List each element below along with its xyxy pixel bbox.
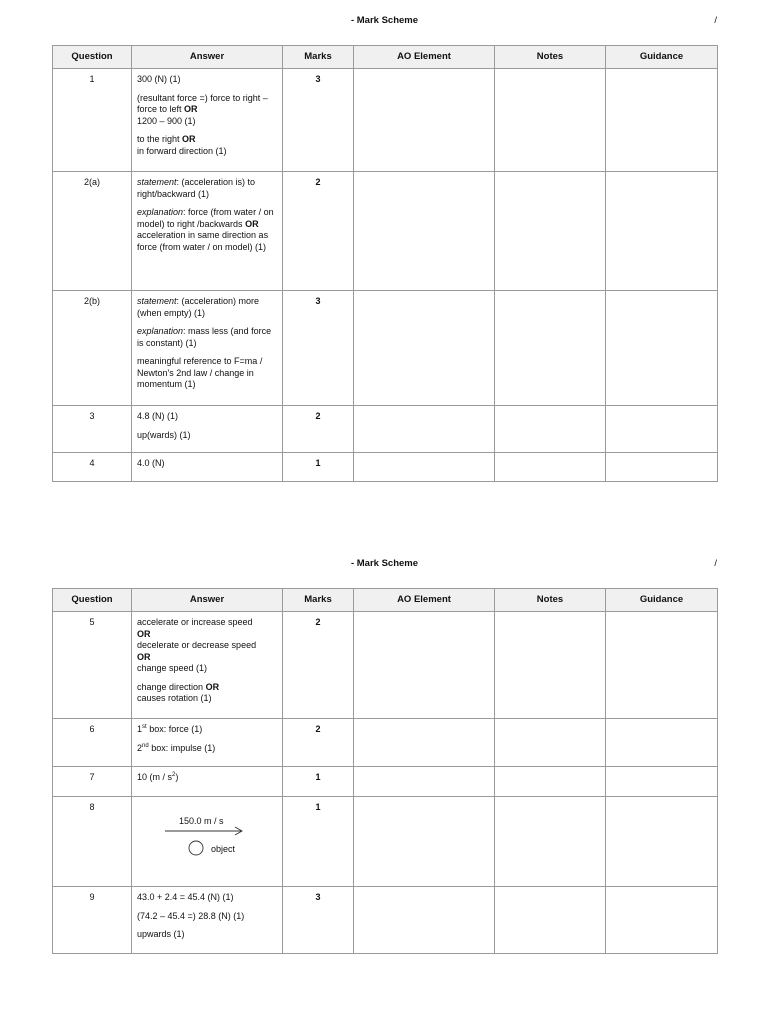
col-header-ao-element: AO Element bbox=[354, 589, 495, 612]
ao-element-cell bbox=[354, 797, 495, 887]
answer-text: 10 (m / s bbox=[137, 772, 173, 782]
notes-cell bbox=[495, 69, 606, 172]
guidance-cell bbox=[606, 612, 718, 719]
answer-line bbox=[137, 93, 277, 128]
page-header-1 bbox=[52, 15, 717, 29]
guidance-cell bbox=[606, 172, 718, 291]
ao-element-cell bbox=[354, 719, 495, 767]
answer-text: 1200 – 900 (1) bbox=[137, 115, 196, 126]
col-header-question: Question bbox=[53, 589, 132, 612]
mark-scheme-table-1 bbox=[52, 45, 718, 482]
answer-line bbox=[137, 177, 277, 200]
answer-line: 4.8 (N) (1) bbox=[137, 411, 179, 421]
marks-value: 1 bbox=[283, 453, 354, 482]
ordinal-suffix: st bbox=[142, 724, 147, 730]
table-row bbox=[53, 453, 718, 482]
answer-cell bbox=[132, 291, 283, 406]
question-number: 9 bbox=[53, 887, 132, 954]
ordinal-suffix: nd bbox=[142, 742, 149, 749]
answer-cell bbox=[132, 767, 283, 797]
notes-cell bbox=[495, 719, 606, 767]
answer-line: (74.2 – 45.4 =) 28.8 (N) (1) bbox=[137, 910, 245, 921]
ordinal-number: 2 bbox=[137, 742, 143, 753]
answer-cell bbox=[132, 69, 283, 172]
answer-cell bbox=[132, 797, 283, 887]
answer-text: change speed (1) bbox=[137, 663, 208, 673]
page-title: - Mark Scheme bbox=[350, 15, 419, 26]
answer-line bbox=[137, 617, 277, 675]
exponent: 2 bbox=[172, 772, 176, 778]
answer-cell bbox=[132, 406, 283, 453]
notes-cell bbox=[495, 887, 606, 954]
mark-scheme-table-2 bbox=[52, 588, 718, 954]
ao-element-cell bbox=[354, 612, 495, 719]
notes-cell bbox=[495, 612, 606, 719]
answer-text: in forward direction (1) bbox=[137, 145, 227, 156]
answer-line bbox=[137, 207, 277, 253]
page-header-2 bbox=[52, 558, 717, 572]
marks-value: 3 bbox=[283, 291, 354, 406]
answer-text: acceleration in same direction as force (from water / on model) (1) bbox=[137, 230, 269, 252]
notes-cell bbox=[495, 172, 606, 291]
col-header-guidance: Guidance bbox=[606, 589, 718, 612]
answer-label: statement bbox=[137, 177, 177, 187]
answer-line: 4.0 (N) bbox=[137, 458, 165, 468]
answer-text: change direction bbox=[137, 681, 204, 692]
answer-text: : (acceleration is) to right/backward (1) bbox=[137, 177, 256, 199]
answer-label: statement bbox=[137, 296, 177, 306]
guidance-cell bbox=[606, 767, 718, 797]
marks-value: 3 bbox=[283, 887, 354, 954]
ao-element-cell bbox=[354, 767, 495, 797]
answer-text: (resultant force =) force to right – force to left bbox=[137, 92, 268, 114]
marks-value: 2 bbox=[283, 172, 354, 291]
guidance-cell bbox=[606, 797, 718, 887]
question-number: 6 bbox=[53, 719, 132, 767]
col-header-marks: Marks bbox=[283, 589, 354, 612]
object-circle-icon bbox=[189, 841, 203, 855]
col-header-notes: Notes bbox=[495, 46, 606, 69]
marks-value: 2 bbox=[283, 719, 354, 767]
marks-value: 1 bbox=[283, 767, 354, 797]
or-keyword: OR bbox=[205, 681, 220, 692]
guidance-cell bbox=[606, 69, 718, 172]
guidance-cell bbox=[606, 453, 718, 482]
velocity-diagram bbox=[163, 810, 253, 860]
answer-text: box: impulse (1) bbox=[148, 742, 216, 753]
guidance-cell bbox=[606, 291, 718, 406]
answer-line: 43.0 + 2.4 = 45.4 (N) (1) bbox=[137, 892, 234, 902]
table-row bbox=[53, 69, 718, 172]
answer-line bbox=[137, 743, 277, 755]
answer-cell bbox=[132, 719, 283, 767]
notes-cell bbox=[495, 767, 606, 797]
table-row bbox=[53, 612, 718, 719]
question-number: 2(b) bbox=[53, 291, 132, 406]
question-number: 8 bbox=[53, 797, 132, 887]
answer-line bbox=[137, 134, 277, 157]
answer-line bbox=[137, 682, 277, 705]
marks-value: 2 bbox=[283, 612, 354, 719]
guidance-cell bbox=[606, 719, 718, 767]
col-header-ao-element: AO Element bbox=[354, 46, 495, 69]
marks-value: 1 bbox=[283, 797, 354, 887]
question-number: 7 bbox=[53, 767, 132, 797]
table-row bbox=[53, 719, 718, 767]
object-label: object bbox=[211, 844, 236, 854]
answer-line bbox=[137, 326, 277, 349]
col-header-notes: Notes bbox=[495, 589, 606, 612]
ordinal-number: 1 bbox=[137, 724, 143, 734]
page-number-slash: / bbox=[714, 15, 717, 26]
ao-element-cell bbox=[354, 406, 495, 453]
marks-value: 3 bbox=[283, 69, 354, 172]
notes-cell bbox=[495, 797, 606, 887]
ao-element-cell bbox=[354, 172, 495, 291]
answer-line: meaningful reference to F=ma / Newton's 2nd law / change in momentum (1) bbox=[137, 356, 263, 389]
or-keyword: OR bbox=[137, 651, 151, 662]
or-keyword: OR bbox=[184, 104, 198, 114]
col-header-guidance: Guidance bbox=[606, 46, 718, 69]
question-number: 5 bbox=[53, 612, 132, 719]
answer-cell bbox=[132, 612, 283, 719]
table-header-row bbox=[53, 46, 718, 69]
answer-text: to the right bbox=[137, 134, 180, 144]
or-keyword: OR bbox=[137, 628, 151, 639]
guidance-cell bbox=[606, 406, 718, 453]
question-number: 3 bbox=[53, 406, 132, 453]
answer-cell bbox=[132, 172, 283, 291]
answer-text: causes rotation (1) bbox=[137, 693, 212, 703]
answer-text: box: force (1) bbox=[146, 724, 203, 734]
notes-cell bbox=[495, 453, 606, 482]
answer-cell bbox=[132, 887, 283, 954]
col-header-marks: Marks bbox=[283, 46, 354, 69]
ao-element-cell bbox=[354, 453, 495, 482]
table-row bbox=[53, 172, 718, 291]
question-number: 4 bbox=[53, 453, 132, 482]
answer-text: ) bbox=[175, 772, 179, 782]
answer-line: up(wards) (1) bbox=[137, 429, 191, 440]
notes-cell bbox=[495, 291, 606, 406]
col-header-answer: Answer bbox=[132, 589, 283, 612]
answer-line bbox=[137, 772, 277, 784]
question-number: 2(a) bbox=[53, 172, 132, 291]
answer-text: accelerate or increase speed bbox=[137, 617, 253, 627]
arrow-and-object-drawing bbox=[163, 810, 253, 860]
answer-line: 300 (N) (1) bbox=[137, 74, 181, 84]
table-row bbox=[53, 291, 718, 406]
or-keyword: OR bbox=[182, 134, 196, 144]
ao-element-cell bbox=[354, 69, 495, 172]
col-header-answer: Answer bbox=[132, 46, 283, 69]
answer-label: explanation bbox=[137, 207, 184, 217]
page-number-slash: / bbox=[714, 558, 717, 569]
marks-value: 2 bbox=[283, 406, 354, 453]
or-keyword: OR bbox=[245, 218, 259, 229]
velocity-label: 150.0 m / s bbox=[179, 816, 224, 826]
answer-line bbox=[137, 296, 277, 319]
answer-cell bbox=[132, 453, 283, 482]
answer-text: : mass less (and force is constant) (1) bbox=[137, 326, 272, 348]
answer-text: : force (from water / on model) to right /backwards bbox=[137, 207, 274, 229]
guidance-cell bbox=[606, 887, 718, 954]
table-row bbox=[53, 887, 718, 954]
table-header-row bbox=[53, 589, 718, 612]
question-number: 1 bbox=[53, 69, 132, 172]
ao-element-cell bbox=[354, 291, 495, 406]
ao-element-cell bbox=[354, 887, 495, 954]
answer-label: explanation bbox=[137, 326, 184, 336]
answer-text: decelerate or decrease speed bbox=[137, 640, 257, 650]
answer-line bbox=[137, 724, 277, 736]
table-row bbox=[53, 767, 718, 797]
table-row bbox=[53, 406, 718, 453]
notes-cell bbox=[495, 406, 606, 453]
page-title: - Mark Scheme bbox=[350, 558, 419, 569]
answer-text: : (acceleration) more (when empty) (1) bbox=[137, 296, 260, 318]
answer-line: upwards (1) bbox=[137, 929, 185, 939]
table-row bbox=[53, 797, 718, 887]
col-header-question: Question bbox=[53, 46, 132, 69]
